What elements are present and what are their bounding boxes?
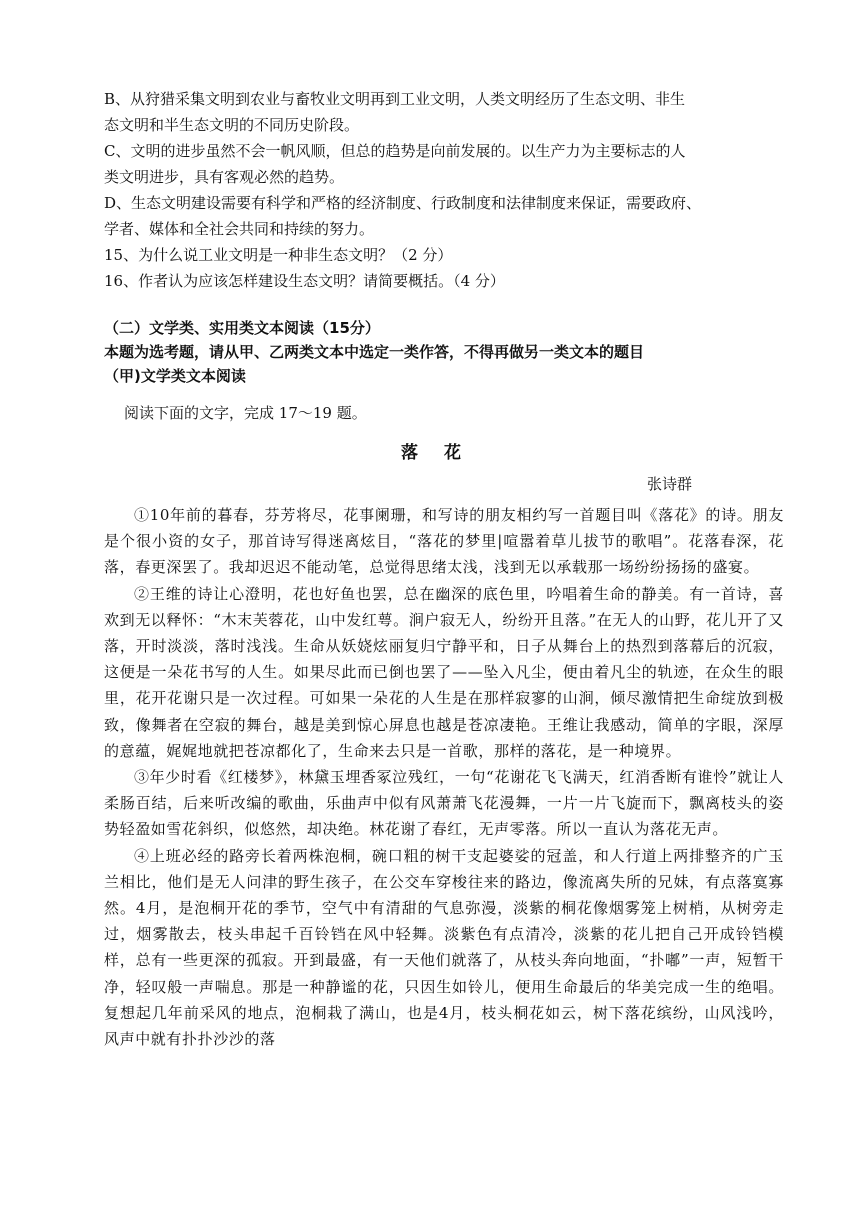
option-b-line-2: 态文明和半生态文明的不同历史阶段。 [104, 116, 360, 134]
spacer [104, 294, 784, 316]
article-paragraph-3: ③年少时看《红楼梦》，林黛玉埋香冢泣残红，一句“花谢花飞飞满天，红消香断有谁怜”就让人柔肠百结，后来听改编的歌曲，乐曲声中似有风萧萧飞花漫舞，一片一片飞旋而下，飘离枝头的姿势轻盈如雪花斜织，似悠然，却决绝。林花谢了春红，无声零落。所以一直认为落花无声。 [104, 768, 784, 839]
article-author: 张诗群 [646, 475, 692, 493]
option-b [104, 86, 784, 138]
article-paragraph-4: ④上班必经的路旁长着两株泡桐，碗口粗的树干支起婆娑的冠盖，和人行道上两排整齐的广玉兰相比，他们是无人问津的野生孩子，在公交车穿梭往来的路边，像流离失所的兄妹，有点落寞寡然。4月，是泡桐开花的季节，空气中有清甜的气息弥漫，淡紫的桐花像烟雾笼上树梢，从树旁走过，烟雾散去，枝头串起千百铃铛在风中轻舞。淡紫色有点清冷，淡紫的花儿把自己开成铃铛模样，总有一些更深的孤寂。开到最盛，有一天他们就落了，从枝头奔向地面，“扑嘟”一声，短暂干净，轻叹般一声喘息。那是一种静谧的花，只因生如铃儿，便用生命最后的华美完成一生的绝唱。复想起几年前采风的地点，泡桐栽了满山，也是4月，枝头桐花如云，树下落花缤纷，山风浅吟，风声中就有扑扑沙沙的落 [104, 846, 784, 1049]
option-d [104, 190, 784, 242]
section-heading: （二）文学类、实用类文本阅读（15分） [104, 319, 380, 337]
option-c [104, 138, 784, 190]
article-paragraph-2: ②王维的诗让心澄明，花也好鱼也罢，总在幽深的底色里，吟唱着生命的静美。有一首诗，喜欢到无以释怀：“木末芙蓉花，山中发红萼。涧户寂无人，纷纷开且落。”在无人的山野，花儿开了又落，开时淡淡，落时浅浅。生命从妖娆炫丽复归宁静平和，日子从舞台上的热烈到落幕后的沉寂，这便是一朵花书写的人生。如果尽此而已倒也罢了——坠入凡尘，便由着凡尘的轨迹，在众生的眼里，花开花谢只是一次过程。可如果一朵花的人生是在那样寂寥的山涧，倾尽激情把生命绽放到极致，像舞者在空寂的舞台，越是美到惊心屏息也越是苍凉凄艳。王维让我感动，简单的字眼，深厚的意蕴，娓娓地就把苍凉都化了，生命来去只是一首歌，那样的落花，是一种境界。 [104, 584, 784, 760]
section-note: 本题为选考题，请从甲、乙两类文本中选定一类作答，不得再做另一类文本的题目 [104, 343, 645, 361]
article-title: 落花 [401, 443, 487, 463]
option-d-line-1: D、生态文明建设需要有科学和严格的经济制度、行政制度和法律制度来保证，需要政府、 [104, 194, 702, 212]
section-subheading: （甲)文学类文本阅读 [104, 367, 246, 385]
document-page [104, 86, 784, 1052]
option-c-line-1: C、文明的进步虽然不会一帆风顺，但总的趋势是向前发展的。以生产力为主要标志的人 [104, 142, 686, 160]
option-b-line-1: B、从狩猎采集文明到农业与畜牧业文明再到工业文明，人类文明经历了生态文明、非生 [104, 90, 686, 108]
article-paragraph-1: ①10年前的暮春，芬芳将尽，花事阑珊，和写诗的朋友相约写一首题目叫《落花》的诗。朋友是个很小资的女子，那首诗写得迷离炫目，“落花的梦里|喧嚣着草儿拔节的歌唱”。花落春深，花落，春更深罢了。我却迟迟不能动笔，总觉得思绪太浅，浅到无以承载那一场纷纷扬扬的盛宴。 [104, 506, 784, 577]
option-d-line-2: 学者、媒体和全社会共同和持续的努力。 [104, 220, 375, 238]
question-16: 16、作者认为应该怎样建设生态文明？请简要概括。（4 分） [104, 272, 505, 290]
option-c-line-2: 类文明进步，具有客观必然的趋势。 [104, 168, 345, 186]
question-15: 15、为什么说工业文明是一种非生态文明？（2 分） [104, 246, 453, 264]
reading-instruction: 阅读下面的文字，完成 17～19 题。 [124, 404, 367, 422]
